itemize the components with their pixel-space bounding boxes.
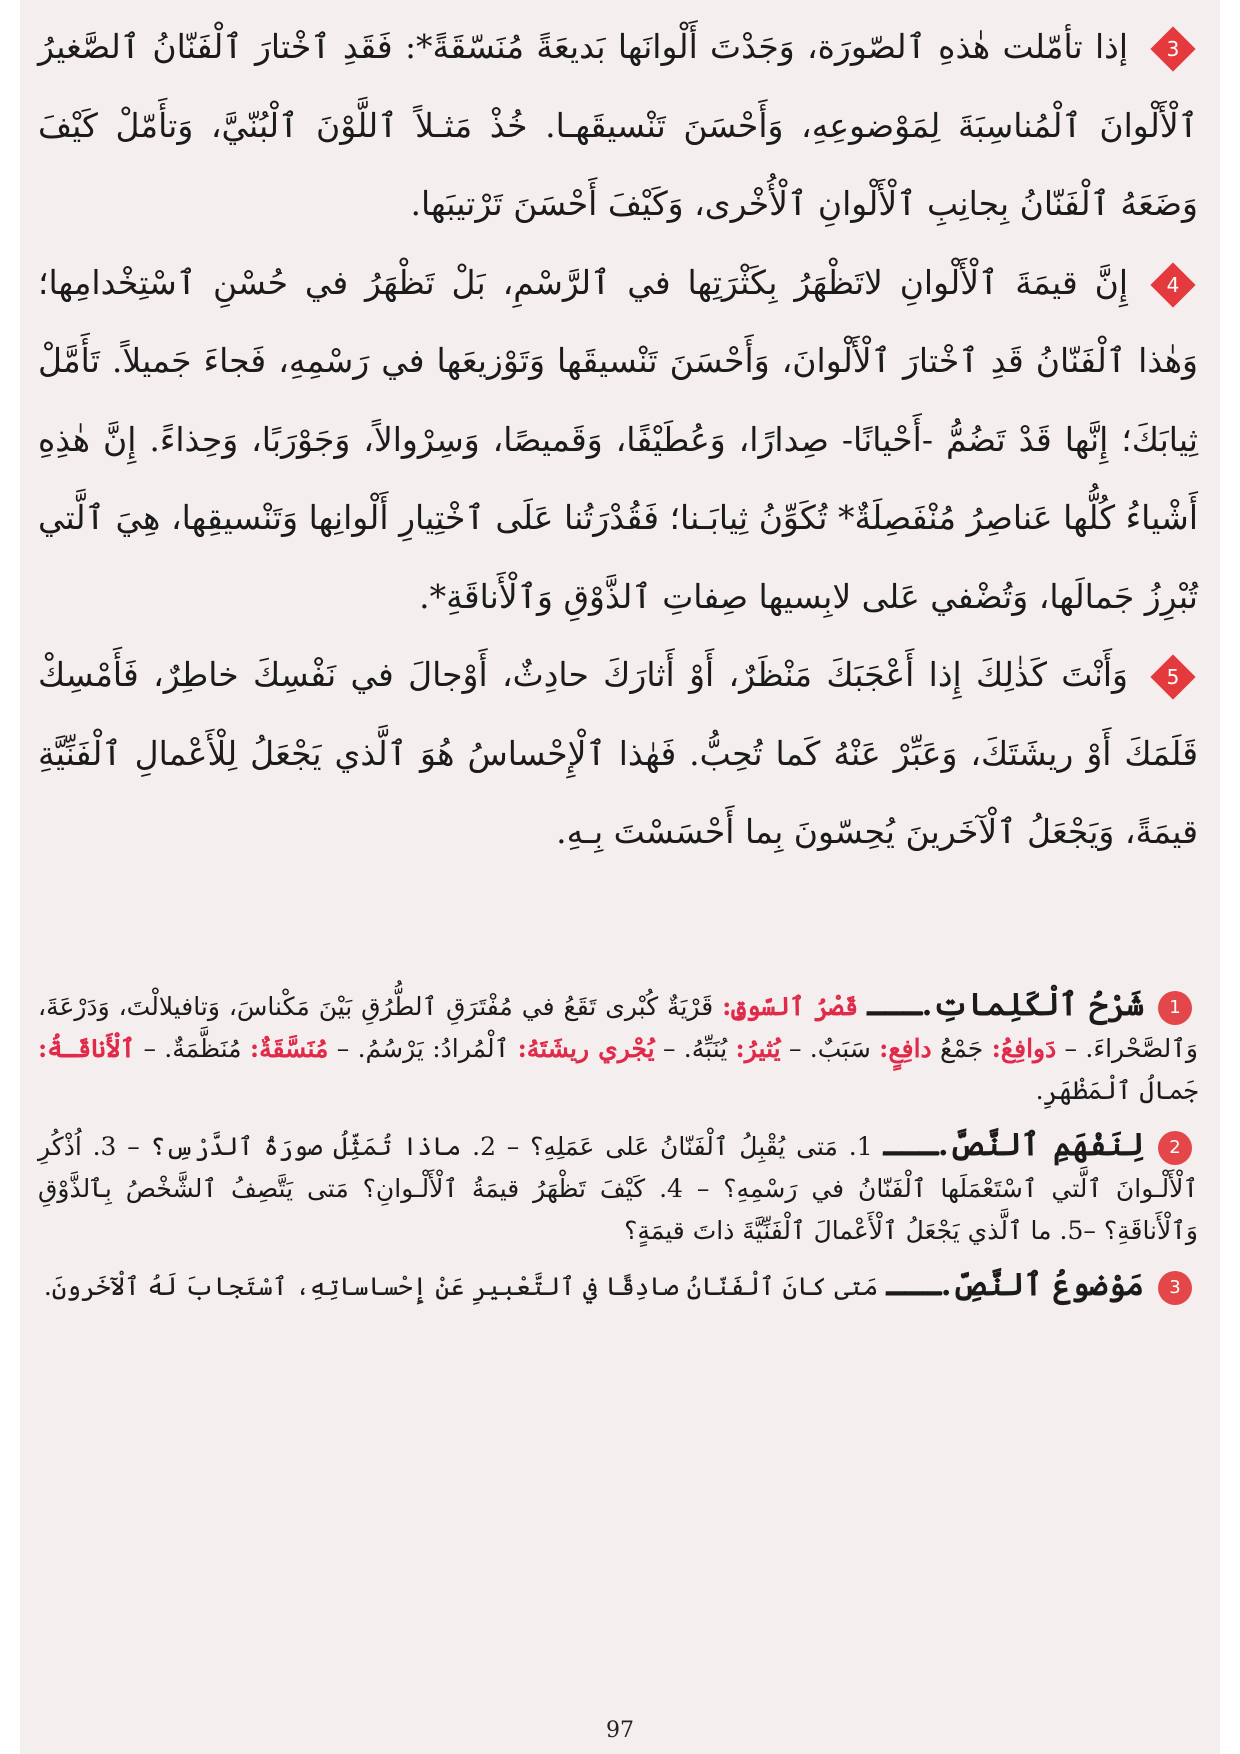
topic-note	[38, 1264, 1198, 1308]
vocab-definition: قَرْيَةٌ كُبْرى تَقَعُ في مُفْتَرَقِ ٱلطُّرُقِ بَيْنَ مَكْناسَ، وَتافيلالْتَ، وَدَرْعَةَ، وَٱلصَّحْراءَ. –	[38, 991, 1198, 1063]
vocab-term: يُجْري ريشَتَهُ:	[517, 1033, 655, 1063]
vocab-term: قَصْرُ ٱلسّوقِ:	[722, 991, 859, 1021]
diamond-number-badge: 4	[1150, 262, 1196, 308]
vocab-definition: جَمْعُ	[931, 1033, 992, 1063]
vocab-term: مُنَسَّقَةٌ:	[249, 1033, 329, 1063]
page	[20, 0, 1220, 1754]
main-text	[38, 8, 1198, 1320]
vocab-definition: ٱلْمُرادُ: يَرْسُمُ. –	[328, 1033, 518, 1063]
vocab-term: دافِعٍ:	[879, 1033, 932, 1063]
topic-text: مَتى كانَ ٱلْفَنّانُ صادِقًا في ٱلتَّعْبيرِ عَنْ إِحْساساتِهِ، ٱسْتَجابَ لَهُ ٱلْآخَرونَ.	[43, 1271, 879, 1301]
paragraph-4	[38, 244, 1198, 637]
circle-number-badge: 1	[1158, 991, 1192, 1025]
page-number: 97	[606, 1718, 634, 1743]
circle-number-badge: 3	[1158, 1271, 1192, 1305]
diamond-number-badge: 3	[1150, 26, 1196, 72]
vocab-term: دَوافِعُ:	[991, 1033, 1057, 1063]
notes-section	[38, 984, 1198, 1308]
note-heading: شَرْحُ ٱلْكَلِماتِ.ـــ	[867, 986, 1144, 1023]
paragraph-text: إِنَّ قيمَةَ ٱلْأَلْوانِ لاتَظْهَرُ بِكَثْرَتِها في ٱلرَّسْمِ، بَلْ تَظْهَرُ في حُسْنِ ٱسْتِخْدامِها؛ وَهٰذا ٱلْفَنّانُ قَدِ ٱخْتارَ ٱلْأَلْوانَ، وَأَحْسَنَ تَنْسيقَها وَتَوْزيعَها في رَسْمِهِ، فَجاءَ جَميلاً. تَأَمَّلْ ثِيابَكَ؛ إِنَّها قَدْ تَضُمُّ -أَحْيانًا- صِدارًا، وَعُطَيْفًا، وَقَميصًا، وَسِرْوالاً، وَجَوْرَبًا، وَحِذاءً. إِنَّ هٰذِهِ أَشْياءُ كُلُّها عَناصِرُ مُنْفَصِلَةٌ* تُكَوِّنُ ثِيابَـنا؛ فَقُدْرَتُنا عَلَى ٱخْتِيارِ أَلْوانِها وَتَنْسيقِها، هِيَ ٱلَّتي تُبْرِزُ جَمالَها، وَتُضْفي عَلى لابِسيها صِفاتِ ٱلذَّوْقِ وَٱلْأَناقَةِ*.	[38, 262, 1198, 616]
vocab-definition: مُنَظَّمَةٌ. –	[135, 1033, 250, 1063]
diamond-number-badge: 5	[1150, 654, 1196, 700]
vocab-term: يُثيرُ:	[735, 1033, 781, 1063]
vocabulary-note	[38, 984, 1198, 1112]
paragraph-text: وَأَنْتَ كَذٰلِكَ إِذا أَعْجَبَكَ مَنْظَرٌ، أَوْ أَثارَكَ حادِثٌ، أَوْجالَ في نَفْسِكَ خاطِرٌ، فَأَمْسِكْ قَلَمَكَ أَوْ ريشَتَكَ، وَعَبِّرْ عَنْهُ كَما تُحِبُّ. فَهٰذا ٱلْإِحْساسُ هُوَ ٱلَّذي يَجْعَلُ لِلْأَعْمالِ ٱلْفَنِّيَّةِ قيمَةً، وَيَجْعَلُ ٱلْآخَرينَ يُحِسّونَ بِما أَحْسَسْتَ بِـهِ.	[38, 655, 1198, 851]
note-heading: مَوْضوعُ ٱلنَّصِّ.ـــ	[886, 1266, 1144, 1303]
comprehension-questions: 1. مَتى يُقْبِلُ ٱلْفَنّانُ عَلى عَمَلِهِ؟ – 2. ماذا تُمَثِّلُ صورَةُ ٱلدَّرْسِ؟ – 3. اُذْكُرِ ٱلْأَلْـوانَ ٱلَّتي ٱسْتَعْمَلَها ٱلْفَنّانُ في رَسْمِهِ؟ – 4. كَيْفَ تَظْهَرُ قيمَةُ ٱلْأَلْـوانِ؟ مَتى يَتَّصِفُ ٱلشَّخْصُ بِٱلذَّوْقِ وَٱلْأَناقَةِ؟ –5. ما ٱلَّذي يَجْعَلُ ٱلْأَعْمالَ ٱلْفَنِّيَّةَ ذاتَ قيمَةٍ؟	[38, 1131, 1198, 1245]
note-heading: لِنَفْهَمِ ٱلنَّصَّ.ـــ	[883, 1126, 1144, 1163]
vocab-definition: جَمالُ ٱلْمَظْهَرِ.	[1035, 1075, 1198, 1105]
vocab-definition: سَبَبٌ. –	[780, 1033, 880, 1063]
paragraph-5	[38, 636, 1198, 872]
paragraph-text: إذا تأمّلت هٰذهِ ٱلصّورَة، وَجَدْتَ أَلْوانَها بَديعَةً مُنَسّقَةً*: فَقَدِ ٱخْتارَ ٱلْفَنّانُ ٱلصَّغيرُ ٱلْأَلْوانَ ٱلْمُناسِبَةَ لِمَوْضوعِهِ، وَأَحْسَنَ تَنْسيقَهـا. خُذْ مَثـلاً ٱللَّوْنَ ٱلْبُنّيَّ، وَتأَمّلْ كَيْفَ وَضَعَهُ ٱلْفَنّانُ بِجانِبِ ٱلْأَلْوانِ ٱلْأُخْرى، وَكَيْفَ أَحْسَنَ تَرْتيبَها.	[38, 27, 1198, 223]
paragraph-3	[38, 8, 1198, 244]
vocab-term: ٱلْأَناقَـةُ:	[38, 1033, 136, 1063]
vocab-definition: يُنَبِّهُ. –	[654, 1033, 736, 1063]
comprehension-note	[38, 1124, 1198, 1252]
circle-number-badge: 2	[1158, 1131, 1192, 1165]
